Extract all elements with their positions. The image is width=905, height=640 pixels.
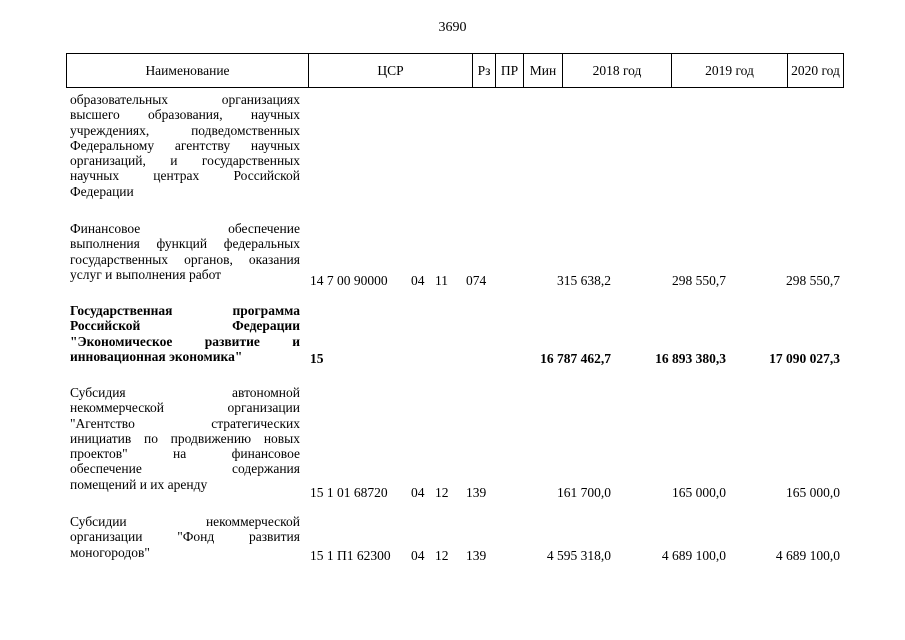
row-pr: 11 (435, 273, 448, 288)
name-line: инновационная экономика" (70, 348, 243, 364)
row-2020: 17 090 027,3 (769, 351, 840, 366)
row-name (70, 221, 300, 282)
name-line: некоммерческой организации (70, 400, 300, 416)
row-2019: 165 000,0 (672, 485, 726, 500)
row-pr: 12 (435, 485, 449, 500)
name-line: обеспечение содержания (70, 461, 300, 477)
name-line: Государственная программа (70, 303, 300, 318)
name-line: проектов" на финансовое (70, 446, 300, 462)
name-line: учреждениях, подведомственных (70, 122, 300, 138)
name-line: организации "Фонд развития (70, 529, 300, 545)
header-rz: Рз (473, 54, 496, 87)
row-name (70, 514, 300, 560)
name-line: государственных органов, оказания (70, 251, 300, 267)
name-line: Федерации (70, 183, 134, 199)
name-line: Финансовое обеспечение (70, 221, 300, 236)
row-2018: 4 595 318,0 (546, 548, 611, 563)
header-2020: 2020 год (791, 63, 840, 78)
header-pr: ПР (496, 54, 524, 87)
row-min: 139 (466, 485, 487, 500)
name-line: высшего образования, научных (70, 107, 300, 123)
row-name (70, 385, 300, 492)
header-csr: ЦСР (309, 54, 473, 87)
header-2019: 2019 год (672, 54, 788, 87)
name-line: "Экономическое развитие и (70, 333, 300, 349)
name-line: инициатив по продвижению новых (70, 430, 300, 446)
row-name (70, 92, 300, 199)
table-header (66, 53, 844, 88)
name-line: помещений и их аренду (70, 476, 208, 492)
page-number: 3690 (438, 20, 467, 35)
row-2019: 298 550,7 (672, 273, 726, 288)
row-2019: 16 893 380,3 (655, 351, 726, 366)
row-pr: 12 (435, 548, 449, 563)
name-line: образовательных организациях (70, 92, 300, 107)
row-2018: 161 700,0 (557, 485, 611, 500)
row-csr: 15 1 П1 62300 (310, 548, 391, 563)
row-2020: 165 000,0 (786, 485, 840, 500)
row-csr: 14 7 00 90000 (310, 273, 388, 288)
header-name: Наименование (67, 54, 309, 87)
name-line: научных центрах Российской (70, 168, 300, 184)
row-csr: 15 1 01 68720 (310, 485, 388, 500)
name-line: Федеральному агентству научных (70, 137, 300, 153)
name-line: Субсидии некоммерческой (70, 514, 300, 529)
row-2020: 298 550,7 (786, 273, 840, 288)
name-line: "Агентство стратегических (70, 415, 300, 431)
name-line: Субсидия автономной (70, 385, 300, 400)
row-rz: 04 (411, 548, 425, 563)
row-rz: 04 (411, 273, 425, 288)
name-line: организаций, и государственных (70, 153, 300, 169)
row-name (70, 303, 300, 364)
name-line: Российской Федерации (70, 318, 300, 334)
row-min: 139 (466, 548, 487, 563)
name-line: выполнения функций федеральных (70, 236, 300, 252)
row-2018: 16 787 462,7 (540, 351, 611, 366)
row-min: 074 (466, 273, 487, 288)
name-line: услуг и выполнения работ (70, 266, 222, 282)
row-rz: 04 (411, 485, 425, 500)
header-2018: 2018 год (563, 54, 672, 87)
row-csr: 15 (310, 351, 324, 366)
row-2020: 4 689 100,0 (775, 548, 840, 563)
row-2019: 4 689 100,0 (661, 548, 726, 563)
header-min: Мин (524, 54, 563, 87)
name-line: моногородов" (70, 544, 150, 560)
row-2018: 315 638,2 (557, 273, 611, 288)
